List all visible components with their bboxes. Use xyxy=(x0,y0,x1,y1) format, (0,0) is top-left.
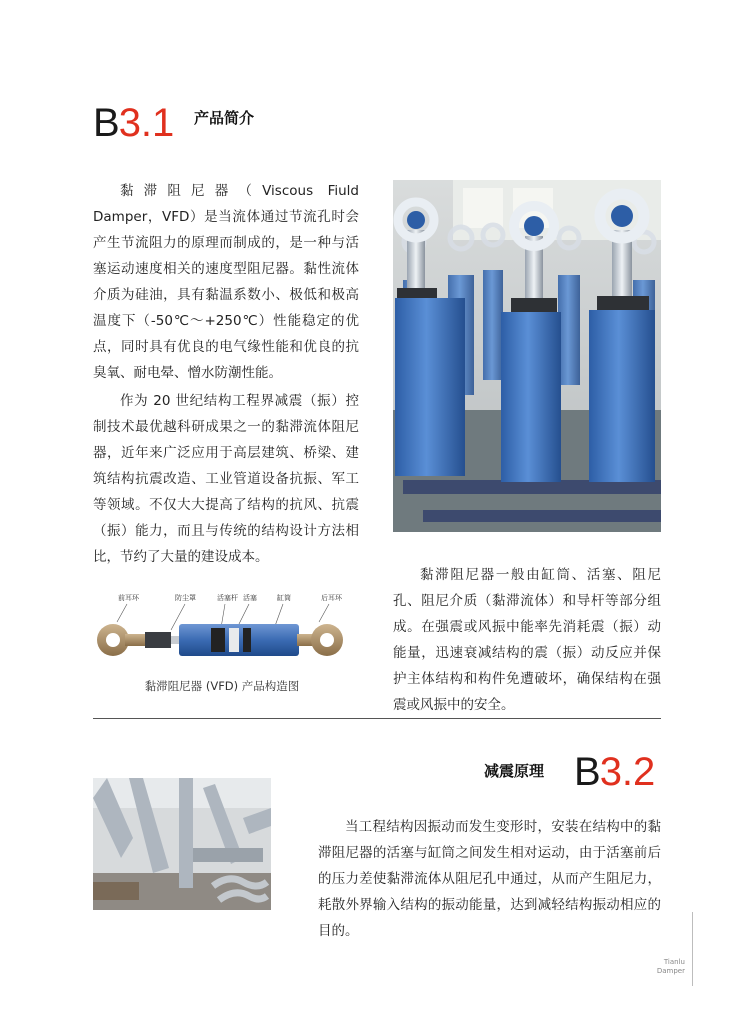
intro-text xyxy=(93,178,359,570)
intro-paragraph-1: 黏滞阻尼器（Viscous Fiuld Damper，VFD）是当流体通过节流孔时会产生节流阻力的原理而制成的，是一种与活塞运动速度相关的速度型阻尼器。黏性流体介质为硅油，具有黏温系数小、极低和极高温度下（-50℃～+250℃）性能稳定的优点，同时具有优良的电气缘性能和优良的抗臭氧、耐电晕、憎水防潮性能。 xyxy=(93,183,359,381)
label-cylinder: 缸筒 xyxy=(277,594,291,602)
section-number: 3.1 xyxy=(118,101,175,145)
damper-cross-section-icon xyxy=(93,602,351,668)
footer-brand xyxy=(640,958,685,976)
section-heading-b32 xyxy=(574,752,655,792)
section-divider xyxy=(93,718,661,719)
principle-paragraph: 当工程结构因振动而发生变形时，安装在结构中的黏滞阻尼器的活塞与缸筒之间发生相对运动，由于活塞前后的压力差使黏滞流体从阻尼孔中通过，从而产生阻尼力，耗散外界输入结构的振动能量，达到减轻结构振动相应的目的。 xyxy=(318,819,661,939)
label-piston: 活塞 xyxy=(243,594,257,602)
section2-title: 减震原理 xyxy=(484,762,545,780)
composition-paragraph: 黏滞阻尼器一般由缸筒、活塞、阻尼孔、阻尼介质（黏滞流体）和导杆等部分组成。在强震或风振中能率先消耗震（振）动能量，迅速衰减结构的震（振）动反应并保护主体结构和构件免遭破坏，确保结构在强震或风振中的安全。 xyxy=(393,567,661,713)
diagram-caption: 黏滞阻尼器 (VFD) 产品构造图 xyxy=(144,679,300,693)
section-letter: B xyxy=(93,101,119,145)
label-front-ear-ring: 前耳环 xyxy=(118,594,139,602)
section2-number: 3.2 xyxy=(599,750,656,794)
intro-paragraph-2: 作为 20 世纪结构工程界减震（振）控制技术最优越科研成果之一的黏滞流体阻尼器，近年来广泛应用于高层建筑、桥梁、建筑结构抗震改造、工业管道设备抗振、军工等领域。不仅大大提高了结构的抗风、抗震（振）能力，而且与传统的结构设计方法相比，节约了大量的建设成本。 xyxy=(93,393,359,565)
footer-rule xyxy=(692,912,693,986)
steel-structure-illustration xyxy=(93,778,271,910)
section2-letter: B xyxy=(574,750,600,794)
principle-text xyxy=(318,814,661,944)
section-title: 产品简介 xyxy=(194,109,255,127)
label-rear-ear-ring: 后耳环 xyxy=(321,594,342,602)
footer-line-1: Tianlu xyxy=(663,958,685,966)
section-heading-b31 xyxy=(93,103,174,143)
composition-text xyxy=(393,562,661,718)
label-piston-rod: 活塞杆 xyxy=(217,594,238,602)
label-dust-cover: 防尘罩 xyxy=(175,594,196,602)
damper-factory-illustration xyxy=(393,180,661,532)
construction-site-photo xyxy=(93,778,271,910)
footer-line-2: Damper xyxy=(656,967,685,975)
damper-structure-diagram xyxy=(93,590,351,670)
damper-factory-photo xyxy=(393,180,661,532)
